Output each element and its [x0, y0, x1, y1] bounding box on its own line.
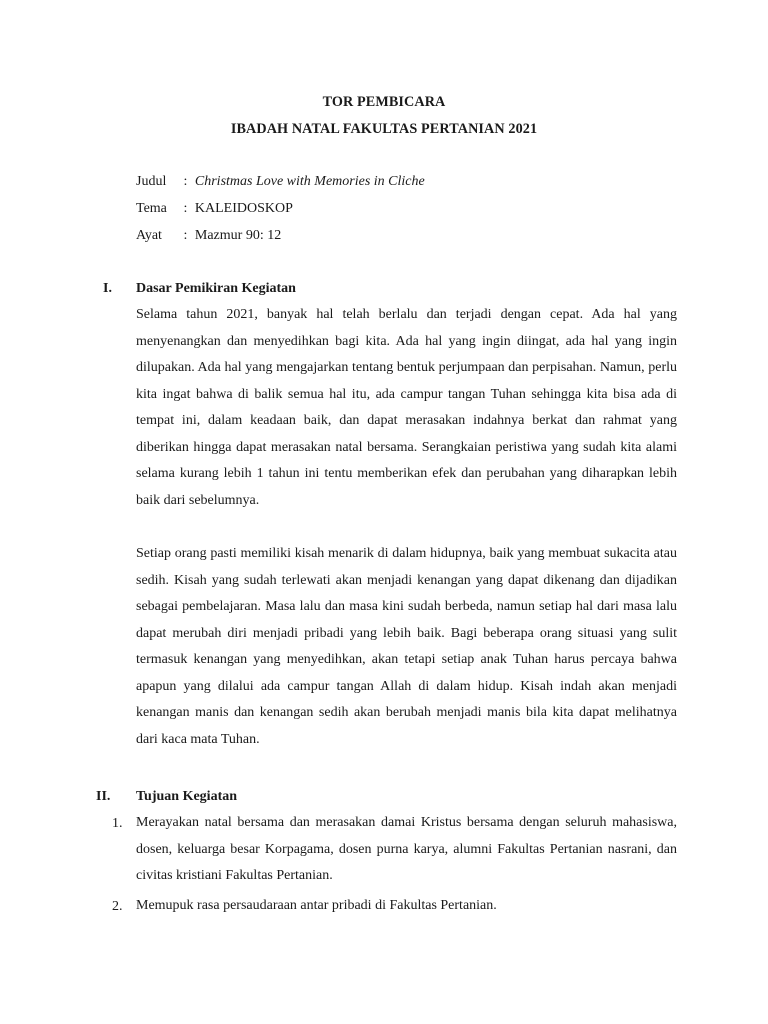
section-paragraph: Setiap orang pasti memiliki kisah menarik di dalam hidupnya, baik yang membuat sukacita atau sedih. Kisah yang sudah terlewati akan menjadi kenangan yang dapat dikenang dan dijadikan sebagai pembelajaran. Masa lalu dan masa kini sudah berbeda, namun setiap hal dari masa lalu dapat merubah diri menjadi pribadi yang lebih baik. Bagi beberapa orang situasi yang sulit termasuk kenangan yang menyedihkan, akan tetapi setiap anak Tuhan harus percaya bahwa apapun yang dilalui ada campur tangan Allah di dalam hidup. Kisah indah akan menjadi kenangan manis dan kenangan sedih akan berubah menjadi manis bila kita dapat melihatnya dari kaca mata Tuhan.: [136, 546, 677, 747]
document-subtitle: IBADAH NATAL FAKULTAS PERTANIAN 2021: [230, 121, 538, 137]
meta-separator: :: [183, 201, 188, 216]
document-title: TOR PEMBICARA: [322, 94, 446, 110]
meta-judul-label: Judul: [136, 174, 167, 189]
list-item: Merayakan natal bersama dan merasakan damai Kristus bersama dengan seluruh mahasiswa, dosen, keluarga besar Korpagama, dosen purna karya, alumni Fakultas Pertanian nasrani, dan civitas kristiani Fakultas Pertanian.: [136, 815, 677, 883]
meta-tema-row: [136, 201, 293, 217]
section-title: Dasar Pemikiran Kegiatan: [136, 281, 296, 296]
section-paragraph: Selama tahun 2021, banyak hal telah berlalu dan terjadi dengan cepat. Ada hal yang menyenangkan dan menyedihkan bagi kita. Ada hal yang ingin diingat, ada hal yang ingin dilupakan. Ada hal yang mengajarkan tentang bentuk perjumpaan dan perpisahan. Namun, perlu kita ingat bahwa di balik semua hal itu, ada campur tangan Tuhan sehingga kita bisa ada di tempat ini, dalam keadaan baik, dan dapat merasakan indahnya berkat dan rahmat yang diberikan hingga dapat merasakan natal bersama. Serangkaian peristiwa yang sudah kita alami selama kurang lebih 1 tahun ini tentu memberikan efek dan perubahan yang diharapkan lebih baik dari sebelumnya.: [136, 307, 677, 508]
meta-judul-row: [136, 174, 425, 190]
meta-tema-value: KALEIDOSKOP: [194, 201, 293, 216]
meta-separator: :: [183, 174, 188, 189]
list-item-number: 2.: [112, 899, 123, 914]
list-item: Memupuk rasa persaudaraan antar pribadi di Fakultas Pertanian.: [136, 898, 497, 913]
section-number: II.: [96, 789, 111, 804]
section-title: Tujuan Kegiatan: [136, 789, 238, 804]
list-item-number: 1.: [112, 816, 123, 831]
meta-ayat-row: [136, 228, 281, 244]
section-number: I.: [103, 281, 112, 296]
meta-tema-label: Tema: [136, 201, 167, 216]
meta-ayat-label: Ayat: [136, 228, 162, 243]
meta-separator: :: [183, 228, 188, 243]
meta-ayat-value: Mazmur 90: 12: [194, 228, 282, 243]
meta-judul-value: Christmas Love with Memories in Cliche: [194, 174, 425, 189]
